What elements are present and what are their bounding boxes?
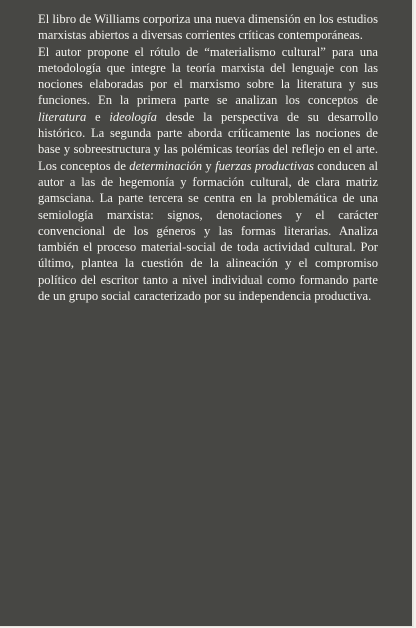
blurb-paragraph-1: El libro de Williams corporiza una nueva dimensión en los estudios marxistas abiertos a diversas corrientes críticas contemporáneas. bbox=[38, 12, 378, 43]
blurb-text-segment: desde la perspectiva de su desarrollo histórico. La segunda parte aborda críticamente las nociones de base y sobreestructura y las polémicas teorías del reflejo en el arte. Los conceptos de bbox=[38, 109, 378, 173]
term-determinacion: determinación bbox=[129, 158, 203, 173]
term-fuerzas-productivas: fuerzas productivas bbox=[215, 158, 314, 173]
term-literatura: literatura bbox=[38, 109, 87, 124]
term-ideologia: ideología bbox=[109, 109, 157, 124]
blurb-text-segment: El autor propone el rótulo de “materialismo cultural” para una metodología que integre la teoría marxista del lenguaje con las nociones elaboradas por el marxismo sobre la literatura y sus funciones. En la primera parte se analizan los conceptos de bbox=[38, 44, 378, 108]
back-cover-blurb bbox=[38, 11, 378, 304]
blurb-text-segment: conducen al autor a las de hegemonía y formación cultural, de clara matriz gamsciana. La parte tercera se centra en la problemática de una semiología marxista: signos, denotaciones y el carácter convencional de los géneros y las formas literarias. Analiza también el proceso material-social de toda actividad cultural. Por último, plantea la cuestión de la alineación y el compromiso político del escritor tanto a nivel individual como formando parte de un grupo social caracterizado por su independencia productiva. bbox=[38, 158, 379, 304]
blurb-text-segment: y bbox=[202, 158, 216, 173]
blurb-paragraph-2 bbox=[38, 44, 378, 305]
blurb-text-segment: e bbox=[86, 109, 110, 124]
